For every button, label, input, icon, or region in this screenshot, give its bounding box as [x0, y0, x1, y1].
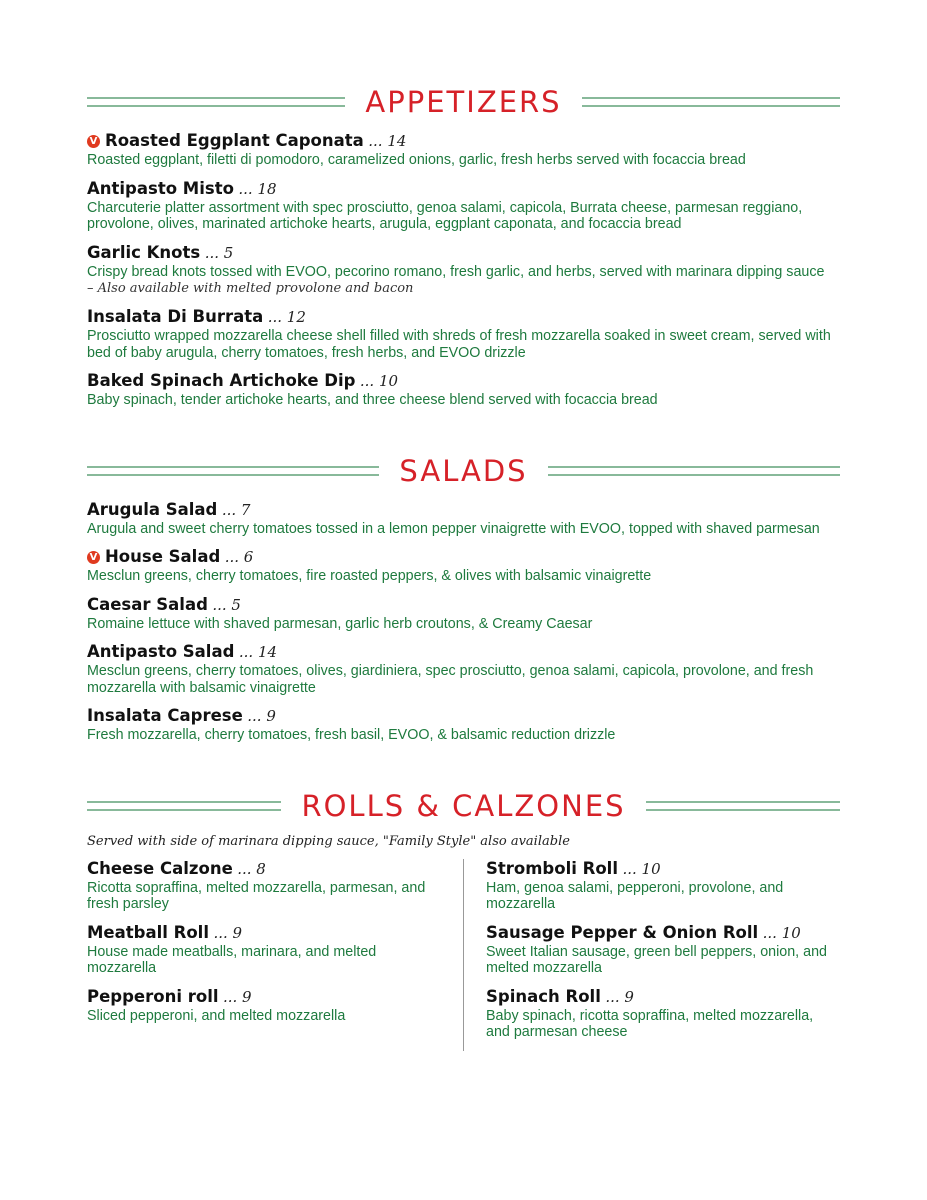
item-description: House made meatballs, marinara, and melted mozzarella: [87, 943, 377, 976]
salads-title: SALADS: [399, 453, 528, 488]
item-price: ... 5: [212, 595, 241, 614]
item-description: Baby spinach, ricotta sopraffina, melted mozzarella, and parmesan cheese: [486, 1007, 814, 1040]
menu-item: [87, 500, 840, 538]
item-description: Prosciutto wrapped mozzarella cheese shell filled with shreds of fresh mozzarella soaked in sweet cream, served with bed of baby arugula, cherry tomatoes, fresh herbs, and EVOO drizzle: [87, 328, 831, 361]
item-price: ... 8: [237, 859, 266, 878]
menu-item: [87, 371, 840, 409]
item-price: ... 9: [247, 707, 276, 725]
appetizers-title: APPETIZERS: [365, 85, 562, 119]
menu-item: [87, 179, 840, 233]
menu-item: [87, 307, 840, 361]
menu-item: [87, 131, 840, 169]
item-price: ... 10: [359, 372, 399, 390]
item-description: Ham, genoa salami, pepperoni, provolone, and mozzarella: [486, 879, 784, 912]
item-name: House Salad: [105, 547, 221, 566]
item-price: ... 9: [213, 923, 243, 942]
menu-item: [486, 923, 840, 977]
item-description: Sweet Italian sausage, green bell peppers, onion, and melted mozzarella: [486, 943, 827, 976]
item-name: Roasted Eggplant Caponata: [105, 131, 364, 150]
item-name: Insalata Caprese: [87, 706, 243, 725]
menu-item: [87, 547, 840, 585]
header-rule-left: [87, 466, 379, 476]
item-name: Pepperoni roll: [87, 986, 219, 1006]
item-price: ... 10: [762, 923, 801, 942]
item-description: Mesclun greens, cherry tomatoes, fire roasted peppers, & olives with balsamic vinaigrette: [87, 568, 652, 584]
item-price: ... 10: [622, 859, 661, 878]
vegetarian-icon: V: [87, 551, 100, 564]
item-price: ... 9: [605, 987, 634, 1006]
menu-item: [87, 859, 441, 913]
item-name: Caesar Salad: [87, 594, 208, 614]
item-description: Ricotta sopraffina, melted mozzarella, parmesan, and fresh parsley: [87, 879, 426, 912]
item-name: Antipasto Misto: [87, 178, 234, 198]
salads-section: [87, 451, 840, 744]
rolls-columns: [87, 859, 840, 1051]
appetizers-header: [87, 82, 840, 122]
appetizers-section: [87, 82, 840, 409]
item-price: ... 14: [368, 132, 407, 150]
item-note: – Also available with melted provolone and bacon: [87, 281, 414, 296]
rolls-column-right: [464, 859, 840, 1051]
menu-item: [87, 923, 441, 977]
item-description: Baby spinach, tender artichoke hearts, and three cheese blend served with focaccia bread: [87, 392, 658, 408]
header-rule-right: [548, 466, 840, 476]
salads-header: [87, 451, 840, 491]
menu-item: [486, 987, 840, 1041]
item-description: Roasted eggplant, filetti di pomodoro, caramelized onions, garlic, fresh herbs served with focaccia bread: [87, 152, 746, 168]
item-name: Spinach Roll: [486, 986, 601, 1006]
item-price: ... 9: [222, 987, 252, 1006]
item-name: Arugula Salad: [87, 499, 218, 519]
item-price: ... 5: [204, 243, 234, 262]
item-description: Romaine lettuce with shaved parmesan, garlic herb croutons, & Creamy Caesar: [87, 615, 593, 632]
item-name: Sausage Pepper & Onion Roll: [486, 922, 759, 942]
menu-item: [87, 706, 840, 744]
item-description: Arugula and sweet cherry tomatoes tossed in a lemon pepper vinaigrette with EVOO, topped with shaved parmesan: [87, 520, 820, 537]
menu-item: [87, 243, 840, 298]
menu-page: [87, 0, 840, 1051]
item-name: Stromboli Roll: [486, 858, 618, 878]
item-name: Garlic Knots: [87, 242, 201, 262]
header-rule-right: [582, 97, 840, 107]
item-description: Charcuterie platter assortment with spec prosciutto, genoa salami, capicola, Burrata cheese, parmesan reggiano, provolone, olives, marinated artichoke hearts, arugula, eggplant caponata, and focaccia bread: [87, 199, 803, 232]
item-description: Crispy bread knots tossed with EVOO, pecorino romano, fresh garlic, and herbs, served with marinara dipping sauce: [87, 263, 825, 280]
item-name: Cheese Calzone: [87, 858, 233, 878]
menu-item: [486, 859, 840, 913]
menu-item: [87, 642, 840, 696]
item-description: Fresh mozzarella, cherry tomatoes, fresh basil, EVOO, & balsamic reduction drizzle: [87, 727, 616, 743]
rolls-section: [87, 786, 840, 1051]
header-rule-left: [87, 801, 281, 811]
item-price: ... 18: [238, 179, 277, 198]
item-description: Mesclun greens, cherry tomatoes, olives, giardiniera, spec prosciutto, genoa salami, capicola, provolone, and fresh mozzarella with balsamic vinaigrette: [87, 663, 814, 696]
vegetarian-icon: V: [87, 135, 100, 148]
header-rule-left: [87, 97, 345, 107]
item-name: Antipasto Salad: [87, 642, 235, 661]
item-name: Meatball Roll: [87, 922, 209, 942]
rolls-column-left: [87, 859, 464, 1051]
rolls-note: Served with side of marinara dipping sauce, "Family Style" also available: [87, 833, 570, 849]
item-name: Insalata Di Burrata: [87, 307, 264, 326]
item-price: ... 12: [267, 308, 306, 326]
item-price: ... 6: [224, 548, 254, 566]
item-price: ... 14: [238, 643, 278, 661]
menu-item: [87, 595, 840, 633]
menu-item: [87, 987, 441, 1025]
rolls-header: [87, 786, 840, 826]
header-rule-right: [646, 801, 840, 811]
item-name: Baked Spinach Artichoke Dip: [87, 371, 356, 390]
item-description: Sliced pepperoni, and melted mozzarella: [87, 1007, 346, 1024]
rolls-title: ROLLS & CALZONES: [301, 788, 626, 823]
item-price: ... 7: [221, 500, 251, 519]
